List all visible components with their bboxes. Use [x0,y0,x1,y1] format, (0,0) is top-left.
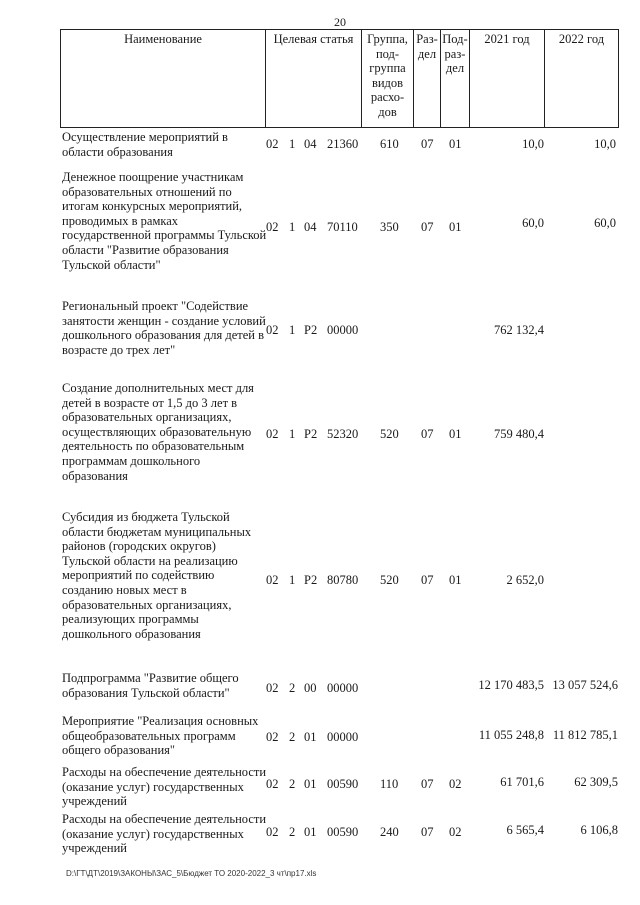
amount-2022: 13 057 524,6 [552,678,618,692]
section-code: 07 [421,220,434,234]
code-direction: 21360 [327,137,359,151]
code-direction: 00590 [327,825,359,839]
header-name: Наименование [124,32,202,46]
code-event: 01 [304,825,317,839]
header-year-2022: 2022 год [558,32,605,46]
code-event: 01 [304,777,317,791]
code-program: 02 [266,323,279,337]
code-program: 02 [266,427,279,441]
code-event: P2 [304,427,318,441]
section-code: 07 [421,137,434,151]
code-subprogram: 1 [289,427,296,441]
group-code: 520 [380,573,399,587]
code-subprogram: 2 [289,730,296,744]
amount-2021: 759 480,4 [494,427,544,441]
subsection-code: 01 [449,573,462,587]
code-event: 00 [304,681,317,695]
header-group-cell [361,29,414,128]
amount-2021: 762 132,4 [494,323,544,337]
amount-2021: 11 055 248,8 [478,728,544,742]
group-code: 110 [380,777,399,791]
amount-2022: 10,0 [594,137,616,151]
code-program: 02 [266,777,279,791]
header-subsection: Под- раз- дел [442,32,468,75]
header-year-2021: 2021 год [484,32,530,46]
header-target-cell [265,29,362,128]
code-subprogram: 1 [289,323,296,337]
group-code: 610 [380,137,399,151]
section-code: 07 [421,427,434,441]
code-subprogram: 1 [289,220,296,234]
row-name: Создание дополнительных мест для детей в возрасте от 1,5 до 3 лет в образовательных организациях, осуществляющих образовательную деятельность по образовательным программам дошкольного образования [62,381,254,483]
code-direction: 80780 [327,573,359,587]
group-code: 240 [380,825,399,839]
amount-2021: 61 701,6 [500,775,544,789]
code-direction: 00000 [327,323,359,337]
code-event: P2 [304,573,318,587]
page-number: 20 [334,15,346,29]
amount-2021: 12 170 483,5 [478,678,544,692]
subsection-code: 02 [449,777,462,791]
amount-2022: 6 106,8 [580,823,618,837]
code-subprogram: 2 [289,825,296,839]
amount-2021: 60,0 [522,216,544,230]
subsection-code: 01 [449,220,462,234]
row-name: Мероприятие "Реализация основных общеобразовательных программ общего образования" [62,714,259,758]
code-subprogram: 2 [289,777,296,791]
subsection-code: 02 [449,825,462,839]
code-direction: 70110 [327,220,358,234]
code-direction: 00000 [327,730,359,744]
row-name: Денежное поощрение участникам образовательных отношений по итогам конкурсных мероприятий, проводимых в рамках государственной программы Тульской области "Развитие образования Тульской области" [62,170,267,272]
code-event: 04 [304,220,317,234]
code-subprogram: 1 [289,573,296,587]
code-direction: 00000 [327,681,359,695]
code-event: P2 [304,323,318,337]
row-name: Подпрограмма "Развитие общего образования Тульской области" [62,671,239,700]
row-name: Расходы на обеспечение деятельности (оказание услуг) государственных учреждений [62,812,267,856]
code-direction: 00590 [327,777,359,791]
file-path-footer: D:\ГТ\ДТ\2019\ЗАКОНЫ\ЗАС_5\Бюджет ТО 2020-2022_3 чт\пр17.xls [66,869,317,878]
code-program: 02 [266,220,279,234]
group-code: 520 [380,427,399,441]
amount-2021: 10,0 [522,137,544,151]
code-program: 02 [266,137,279,151]
amount-2022: 62 309,5 [574,775,618,789]
code-subprogram: 1 [289,137,296,151]
header-group: Группа, под- группа видов расхо- дов [367,32,408,119]
header-section: Раз- дел [416,32,438,61]
amount-2021: 6 565,4 [506,823,544,837]
section-code: 07 [421,825,434,839]
row-name: Расходы на обеспечение деятельности (оказание услуг) государственных учреждений [62,765,267,809]
code-program: 02 [266,825,279,839]
code-program: 02 [266,573,279,587]
header-year2-cell [544,29,619,128]
header-name-cell [60,29,266,128]
header-target-article: Целевая статья [273,32,354,46]
subsection-code: 01 [449,137,462,151]
header-section-cell [413,29,441,128]
code-direction: 52320 [327,427,359,441]
group-code: 350 [380,220,399,234]
section-code: 07 [421,777,434,791]
subsection-code: 01 [449,427,462,441]
amount-2022: 11 812 785,1 [552,728,618,742]
code-program: 02 [266,681,279,695]
row-name: Субсидия из бюджета Тульской области бюджетам муниципальных районов (городских округов) Тульской области на реализацию мероприятий по содействию созданию новых мест в образовательных организациях, реализующих программы дошкольного образования [62,510,252,641]
row-name: Региональный проект "Содействие занятости женщин - создание условий дошкольного образования для детей в возрасте до трех лет" [62,299,266,357]
code-event: 01 [304,730,317,744]
header-year1-cell [469,29,545,128]
amount-2021: 2 652,0 [506,573,544,587]
section-code: 07 [421,573,434,587]
amount-2022: 60,0 [594,216,616,230]
code-program: 02 [266,730,279,744]
code-subprogram: 2 [289,681,296,695]
header-subsection-cell [440,29,470,128]
row-name: Осуществление мероприятий в области образования [62,130,228,159]
code-event: 04 [304,137,317,151]
